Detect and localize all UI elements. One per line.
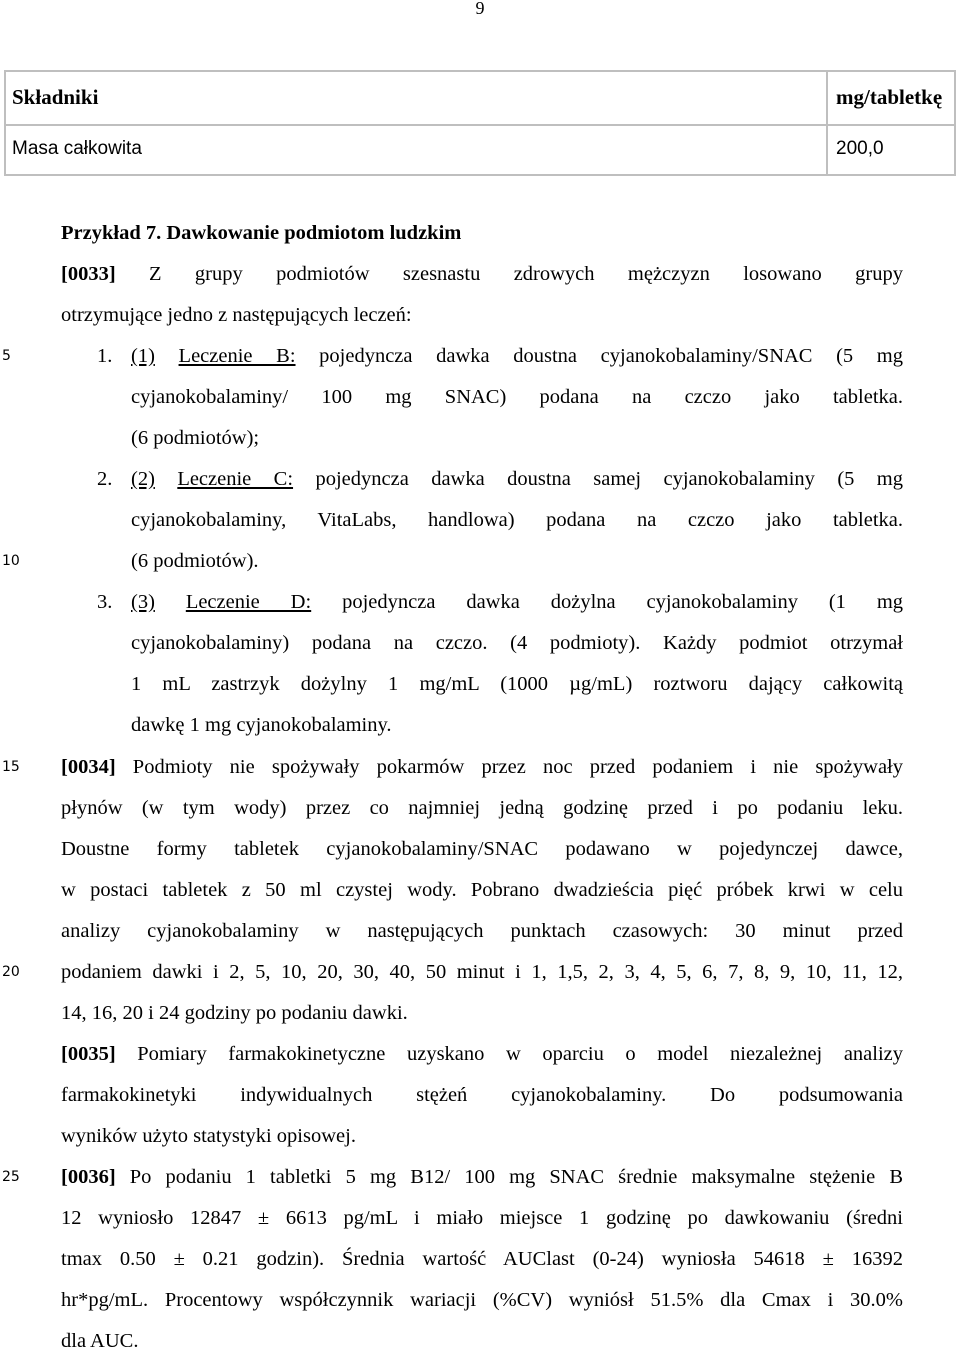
paragraph-0034-line: analizy cyjanokobalaminy w następujących punktach czasowych: 30 minut przed xyxy=(61,920,903,942)
paragraph-0036-line: 12 wyniosło 12847 ± 6613 pg/mL i miało miejsce 1 godzinę po dawkowaniu (średni xyxy=(61,1207,903,1229)
paragraph-0034-line: Doustne formy tabletek cyjanokobalaminy/SNAC podawano w pojedynczej dawce, xyxy=(61,838,903,860)
paragraph-0036-line: tmax 0.50 ± 0.21 godzin). Średnia wartość AUClast (0-24) wyniosła 54618 ± 16392 xyxy=(61,1248,903,1270)
list-item-line: (2) Leczenie C: pojedyncza dawka doustna samej cyjanokobalaminy (5 mg xyxy=(131,468,903,490)
list-item-number: 3. xyxy=(97,591,113,613)
paragraph-0034-line: w postaci tabletek z 50 ml czystej wody. Pobrano dwadzieścia pięć próbek krwi w celu xyxy=(61,879,903,901)
paragraph-0035-line: [0035] Pomiary farmakokinetyczne uzyskano w oparciu o model niezależnej analizy xyxy=(61,1043,904,1065)
table-header-row xyxy=(6,72,954,126)
paragraph-0036-line: [0036] Po podaniu 1 tabletki 5 mg B12/ 100 mg SNAC średnie maksymalne stężenie B xyxy=(61,1166,903,1188)
paragraph-label: [0034] xyxy=(61,756,116,778)
paragraph-0034-line: płynów (w tym wody) przez co najmniej jedną godzinę przed i po podaniu leku. xyxy=(61,797,903,819)
ingredients-table xyxy=(4,70,956,176)
list-item-line: 1 mL zastrzyk dożylny 1 mg/mL (1000 µg/mL) roztworu dający całkowitą xyxy=(131,673,903,695)
list-item-line: cyjanokobalaminy) podana na czczo. (4 podmioty). Każdy podmiot otrzymał xyxy=(131,632,903,654)
paragraph-0034-line: podaniem dawki i 2, 5, 10, 20, 30, 40, 50 minut i 1, 1,5, 2, 3, 4, 5, 6, 7, 8, 9, 10, 11, 12, xyxy=(61,961,903,983)
table-row xyxy=(6,124,954,174)
paragraph-label: [0036] xyxy=(61,1166,116,1188)
table-header-mg-per-tablet: mg/tabletkę xyxy=(836,85,943,109)
table-header-ingredients: Składniki xyxy=(12,85,99,109)
list-item-line: (6 podmiotów); xyxy=(131,427,260,449)
list-item-number: 1. xyxy=(97,345,113,367)
paragraph-0034-line: 14, 16, 20 i 24 godziny po podaniu dawki. xyxy=(61,1002,408,1024)
paragraph-0035-line: farmakokinetyki indywidualnych stężeń cyjanokobalaminy. Do podsumowania xyxy=(61,1084,903,1106)
paragraph-label: [0033] xyxy=(61,263,116,285)
table-cell-value: 200,0 xyxy=(836,138,884,159)
section-heading: Przykład 7. Dawkowanie podmiotom ludzkim xyxy=(61,222,462,244)
paragraph-0036-line: hr*pg/mL. Procentowy współczynnik wariacji (%CV) wyniósł 51.5% dla Cmax i 30.0% xyxy=(61,1289,903,1311)
paragraph-0033-line: otrzymujące jedno z następujących leczeń: xyxy=(61,304,412,326)
paragraph-0034-line: [0034] Podmioty nie spożywały pokarmów przez noc przed podaniem i nie spożywały xyxy=(61,756,904,778)
paragraph-label: [0035] xyxy=(61,1043,116,1065)
paragraph-0035-line: wyników użyto statystyki opisowej. xyxy=(61,1125,356,1147)
paragraph-0036-line: dla AUC. xyxy=(61,1330,139,1352)
table-cell-name: Masa całkowita xyxy=(12,138,142,159)
list-item-number: 2. xyxy=(97,468,113,490)
list-item-line: (3) Leczenie D: pojedyncza dawka dożylna cyjanokobalaminy (1 mg xyxy=(131,591,904,613)
list-item-line: dawkę 1 mg cyjanokobalaminy. xyxy=(131,714,392,736)
list-item-line: cyjanokobalaminy, VitaLabs, handlowa) podana na czczo jako tabletka. xyxy=(131,509,903,531)
paragraph-0033-line: [0033] Z grupy podmiotów szesnastu zdrowych mężczyzn losowano grupy xyxy=(61,263,903,285)
page-number: 9 xyxy=(475,0,485,18)
list-item-line: (6 podmiotów). xyxy=(131,550,259,572)
list-item-line: cyjanokobalaminy/ 100 mg SNAC) podana na czczo jako tabletka. xyxy=(131,386,903,408)
list-item-line: (1) Leczenie B: pojedyncza dawka doustna cyjanokobalaminy/SNAC (5 mg xyxy=(131,345,904,367)
